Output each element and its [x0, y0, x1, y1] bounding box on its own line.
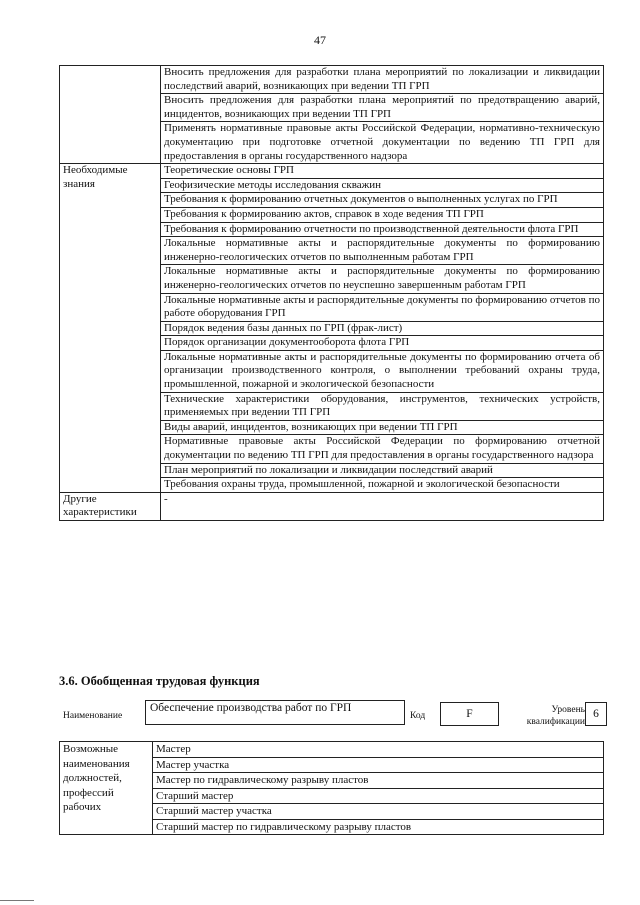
job-title: Мастер: [153, 742, 604, 758]
name-value-box: Обеспечение производства работ по ГРП: [145, 700, 405, 725]
row-text: Порядок ведения базы данных по ГРП (фрак-лист): [161, 321, 604, 336]
table-row: [60, 492, 604, 520]
row-text: Теоретические основы ГРП: [161, 164, 604, 179]
job-title: Мастер участка: [153, 757, 604, 773]
job-title: Старший мастер участка: [153, 804, 604, 820]
page-number: 47: [314, 33, 326, 47]
row-text: Локальные нормативные акты и распорядительные документы по формированию инженерно-геологических отчетов по выполненным работам ГРП: [161, 237, 604, 265]
row-text: Геофизические методы исследования скважин: [161, 178, 604, 193]
row-text: -: [161, 492, 604, 520]
table-row: [60, 66, 604, 94]
row-text: Вносить предложения для разработки плана мероприятий по локализации и ликвидации последствий аварий, возникающих при ведении ТП ГРП: [161, 66, 604, 94]
row-text: Вносить предложения для разработки плана мероприятий по предотвращению аварий, инцидентов, возникающих при ведении ТП ГРП: [161, 94, 604, 122]
code-label: Код: [410, 711, 426, 721]
level-label: Уровень квалификации: [526, 705, 585, 727]
row-text: Применять нормативные правовые акты Российской Федерации, нормативно-техническую документацию при подготовке отчетной документации по ведению ТП ГРП для предоставления в органы государственного надзора: [161, 122, 604, 164]
footer-rule: [0, 900, 34, 901]
row-text: Локальные нормативные акты и распорядительные документы по формированию отчета об организации производственного контроля, о выполнении требований охраны труда, промышленной, пожарной и экологической безопасности: [161, 350, 604, 392]
section-heading: 3.6. Обобщенная трудовая функция: [59, 674, 260, 688]
row-text: Локальные нормативные акты и распорядительные документы по формированию инженерно-геологических отчетов по неуспешно завершенным работам ГРП: [161, 265, 604, 293]
row-group-label: Необходимые знания: [60, 164, 161, 493]
level-value-box: 6: [585, 702, 607, 726]
row-group-label: Другие характеристики: [60, 492, 161, 520]
name-label: Наименование: [63, 711, 123, 721]
table-row: [60, 164, 604, 179]
job-title: Старший мастер по гидравлическому разрыву пластов: [153, 819, 604, 835]
row-text: Нормативные правовые акты Российской Федерации по формированию отчетной документации по ведению ТП ГРП для предоставления в органы государственного надзора: [161, 435, 604, 463]
row-text: Локальные нормативные акты и распорядительные документы по формированию отчетов по работе оборудования ГРП: [161, 293, 604, 321]
row-text: Требования охраны труда, промышленной, пожарной и экологической безопасности: [161, 478, 604, 493]
competency-table: [59, 65, 604, 521]
row-text: Виды аварий, инцидентов, возникающих при ведении ТП ГРП: [161, 420, 604, 435]
function-row: [59, 700, 607, 736]
row-text: Технические характеристики оборудования, инструментов, технических устройств, применяемых при ведении ТП ГРП: [161, 392, 604, 420]
code-value-box: F: [440, 702, 499, 726]
row-text: Требования к формированию отчетности по производственной деятельности флота ГРП: [161, 222, 604, 237]
row-text: Требования к формированию актов, справок в ходе ведения ТП ГРП: [161, 207, 604, 222]
job-title: Мастер по гидравлическому разрыву пластов: [153, 773, 604, 789]
row-text: Требования к формированию отчетных документов о выполненных услугах по ГРП: [161, 193, 604, 208]
row-text: Порядок организации документооборота флота ГРП: [161, 336, 604, 351]
jobs-table: [59, 741, 604, 835]
row-text: План мероприятий по локализации и ликвидации последствий аварий: [161, 463, 604, 478]
row-group-label: [60, 66, 161, 164]
jobs-left-label: Возможные наименования должностей, профессий рабочих: [60, 742, 153, 835]
job-title: Старший мастер: [153, 788, 604, 804]
